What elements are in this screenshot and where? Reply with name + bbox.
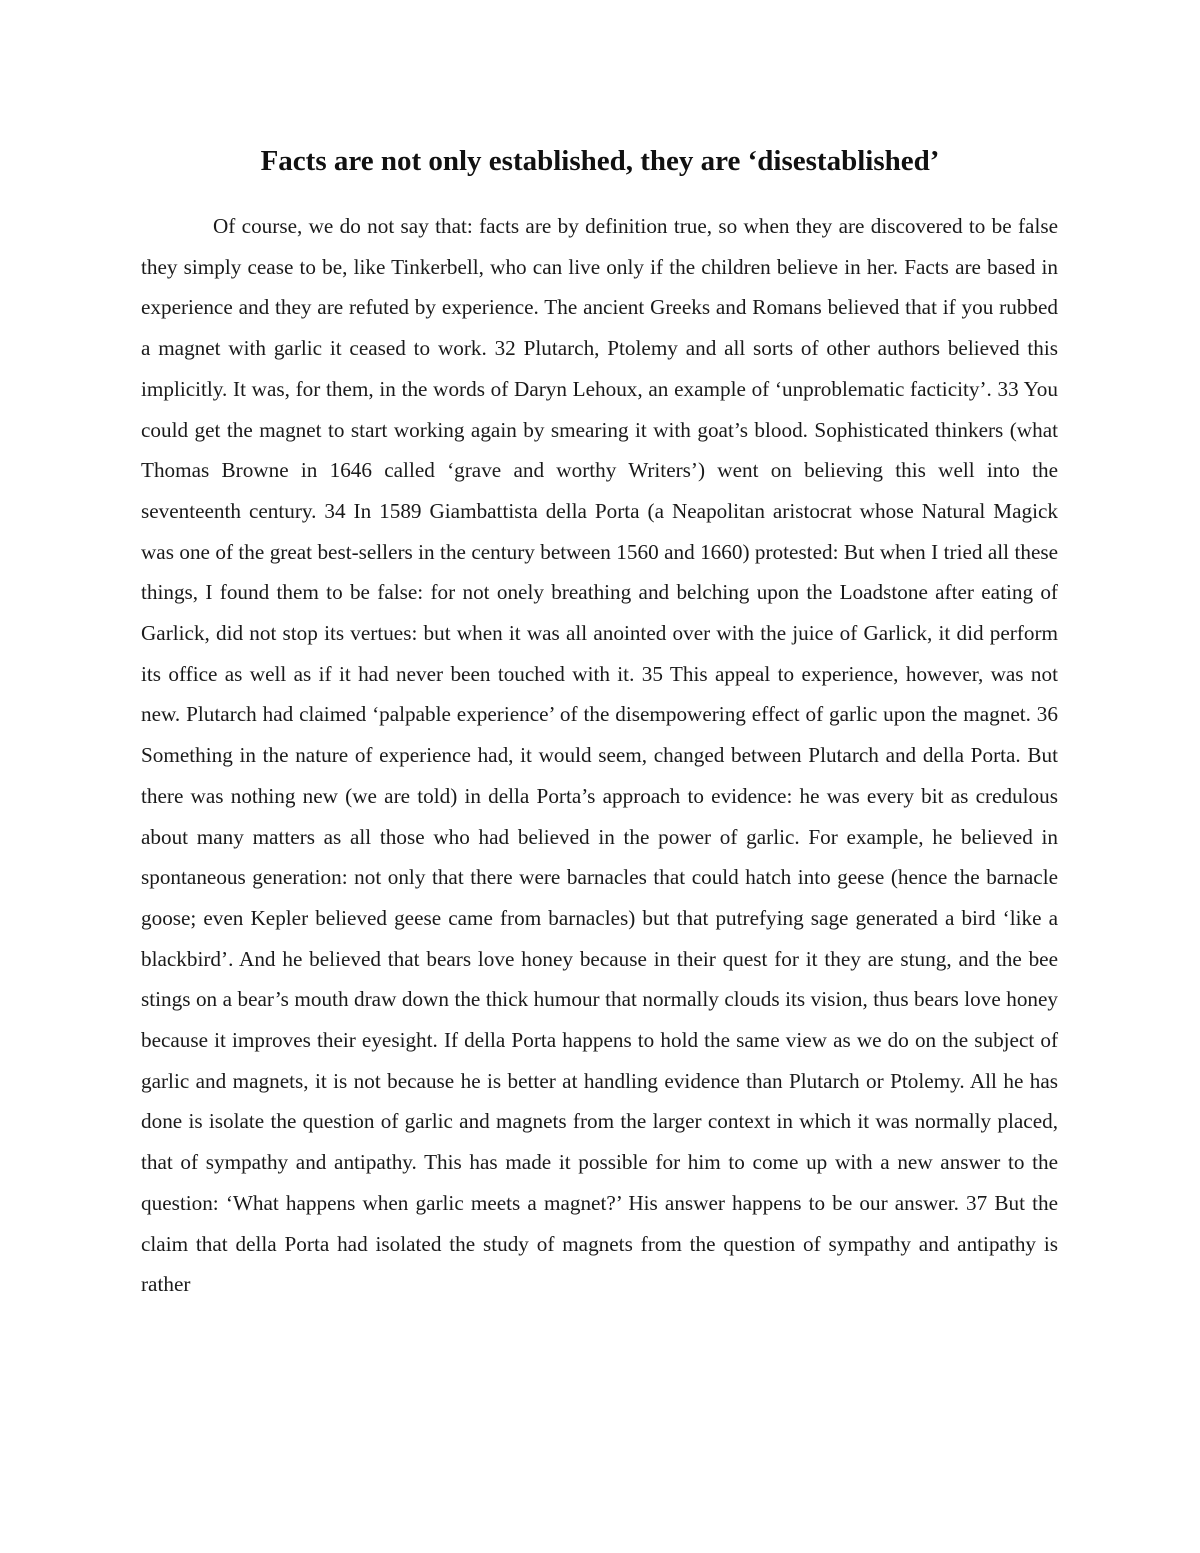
document-title: Facts are not only established, they are ‘disestablished’	[260, 145, 940, 177]
body-paragraph: Of course, we do not say that: facts are by definition true, so when they are discovered to be false they simply cease to be, like Tinkerbell, who can live only if the children believe in her. Facts are based in experience and they are refuted by experience. The ancient Greeks and Romans believed that if you rubbed a magnet with garlic it ceased to work. 32 Plutarch, Ptolemy and all sorts of other authors believed this implicitly. It was, for them, in the words of Daryn Lehoux, an example of ‘unproblematic facticity’. 33 You could get the magnet to start working again by smearing it with goat’s blood. Sophisticated thinkers (what Thomas Browne in 1646 called ‘grave and worthy Writers’) went on believing this well into the seventeenth century. 34 In 1589 Giambattista della Porta (a Neapolitan aristocrat whose Natural Magick was one of the great best-sellers in the century between 1560 and 1660) protested: But when I tried all these things, I found them to be false: for not onely breathing and belching upon the Loadstone after eating of Garlick, did not stop its vertues: but when it was all anointed over with the juice of Garlick, it did perform its office as well as if it had never been touched with it. 35 This appeal to experience, however, was not new. Plutarch had claimed ‘palpable experience’ of the disempowering effect of garlic upon the magnet. 36 Something in the nature of experience had, it would seem, changed between Plutarch and della Porta. But there was nothing new (we are told) in della Porta’s approach to evidence: he was every bit as credulous about many matters as all those who had believed in the power of garlic. For example, he believed in spontaneous generation: not only that there were barnacles that could hatch into geese (hence the barnacle goose; even Kepler believed geese came from barnacles) but that putrefying sage generated a bird ‘like a blackbird’. And he believed that bears love honey because in their quest for it they are stung, and the bee stings on a bear’s mouth draw down the thick humour that normally clouds its vision, thus bears love honey because it improves their eyesight. If della Porta happens to hold the same view as we do on the subject of garlic and magnets, it is not because he is better at handling evidence than Plutarch or Ptolemy. All he has done is isolate the question of garlic and magnets from the larger context in which it was normally placed, that of sympathy and antipathy. This has made it possible for him to come up with a new answer to the question: ‘What happens when garlic meets a magnet?’ His answer happens to be our answer. 37 But the claim that della Porta had isolated the study of magnets from the question of sympathy and antipathy is rather	[141, 214, 1058, 1297]
